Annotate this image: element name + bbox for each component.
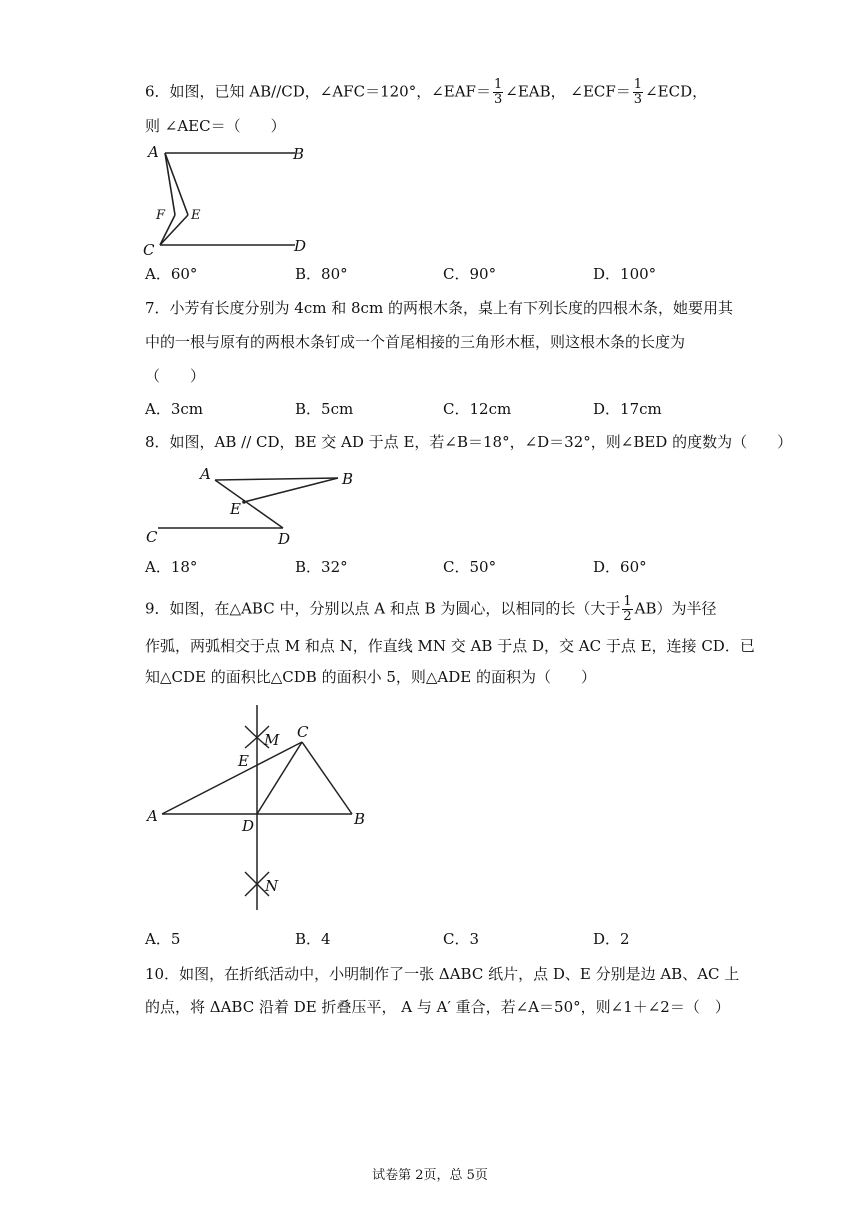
q9-option-b[interactable]: B．4 <box>295 930 331 948</box>
q6-line-ae <box>165 153 188 215</box>
q9-label-b: B <box>354 810 366 828</box>
q8-line-ab <box>215 478 338 480</box>
q6-fraction-1: $\frac{1}{3}$ <box>493 77 503 107</box>
q6-label-b: B <box>293 145 305 163</box>
q8-label-c: C <box>146 528 158 546</box>
q7-option-c[interactable]: C．12cm <box>443 400 512 418</box>
q8-label-e: E <box>230 500 241 518</box>
q9-option-a[interactable]: A．5 <box>145 930 181 948</box>
q9-option-d[interactable]: D．2 <box>593 930 630 948</box>
q9-line3: 知△CDE 的面积比△CDB 的面积小 5，则△ADE 的面积为（ ） <box>145 668 597 686</box>
q6-line1 <box>145 78 707 107</box>
q6-label-f: F <box>156 208 166 223</box>
q9-line-cb <box>302 742 352 814</box>
q8-label-a: A <box>200 465 211 483</box>
q7-option-d[interactable]: D．17cm <box>593 400 662 418</box>
q6-text-a: 6．如图，已知 AB//CD，∠AFC＝120°，∠EAF＝ <box>145 82 491 101</box>
q8-figure <box>140 462 370 548</box>
q8-line-ad <box>215 480 283 528</box>
q10-line2: 的点，将 ΔABC 沿着 DE 折叠压平， A 与 A′ 重合，若∠A＝50°，则∠1＋∠2＝（ ） <box>145 998 730 1016</box>
q6-option-a[interactable]: A．60° <box>145 265 198 283</box>
q8-label-d: D <box>278 530 291 548</box>
q7-line1: 7．小芳有长度分别为 4cm 和 8cm 的两根木条，桌上有下列长度的四根木条，她要用其 <box>145 299 733 317</box>
q6-text-c: ∠ECD， <box>645 82 708 101</box>
q6-line2: 则 ∠AEC＝（ ） <box>145 117 286 135</box>
q9-line1 <box>145 595 717 624</box>
q6-label-d: D <box>294 237 307 255</box>
q9-label-e: E <box>238 752 249 770</box>
q9-label-d: D <box>242 817 255 835</box>
q9-label-m: M <box>264 731 280 749</box>
q7-line2: 中的一根与原有的两根木条钉成一个首尾相接的三角形木框，则这根木条的长度为 <box>145 333 686 351</box>
q6-option-c[interactable]: C．90° <box>443 265 497 283</box>
q8-point-e <box>242 500 246 504</box>
q6-label-e: E <box>191 208 201 223</box>
q6-fraction-2: $\frac{1}{3}$ <box>633 77 643 107</box>
q6-text-b: ∠EAB， ∠ECF＝ <box>505 82 631 101</box>
q9-option-c[interactable]: C．3 <box>443 930 480 948</box>
q10-line1: 10．如图，在折纸活动中，小明制作了一张 ΔABC 纸片，点 D、E 分别是边 AB、AC 上 <box>145 965 740 983</box>
q9-line-ac <box>162 742 302 814</box>
q6-figure <box>140 140 320 260</box>
q8-label-b: B <box>342 470 354 488</box>
q7-line3: （ ） <box>145 367 206 385</box>
q6-label-a: A <box>148 143 159 161</box>
q9-fraction: $\frac{1}{2}$ <box>623 594 632 624</box>
q6-label-c: C <box>143 241 155 259</box>
q9-label-a: A <box>147 807 158 825</box>
q6-line-af <box>165 153 175 215</box>
q8-option-d[interactable]: D．60° <box>593 558 647 576</box>
q9-text-a: 9．如图，在△ABC 中，分别以点 A 和点 B 为圆心，以相同的长（大于 <box>145 599 621 618</box>
q6-option-b[interactable]: B．80° <box>295 265 348 283</box>
q9-text-b: AB）为半径 <box>634 599 717 618</box>
q9-figure <box>140 700 380 915</box>
q9-label-c: C <box>297 723 309 741</box>
q6-option-d[interactable]: D．100° <box>593 265 657 283</box>
q8-option-b[interactable]: B．32° <box>295 558 348 576</box>
q9-line2: 作弧，两弧相交于点 M 和点 N，作直线 MN 交 AB 于点 D，交 AC 于点 E，连接 CD．已 <box>145 637 755 655</box>
page-footer: 试卷第 2页，总 5页 <box>372 1168 488 1183</box>
q7-option-a[interactable]: A．3cm <box>145 400 204 418</box>
q8-line-be <box>244 478 338 502</box>
q9-label-n: N <box>265 877 279 895</box>
q8-line1: 8．如图，AB // CD，BE 交 AD 于点 E，若∠B＝18°，∠D＝32°，则∠BED 的度数为（ ） <box>145 433 793 451</box>
q8-option-a[interactable]: A．18° <box>145 558 198 576</box>
q8-option-c[interactable]: C．50° <box>443 558 497 576</box>
q7-option-b[interactable]: B．5cm <box>295 400 354 418</box>
